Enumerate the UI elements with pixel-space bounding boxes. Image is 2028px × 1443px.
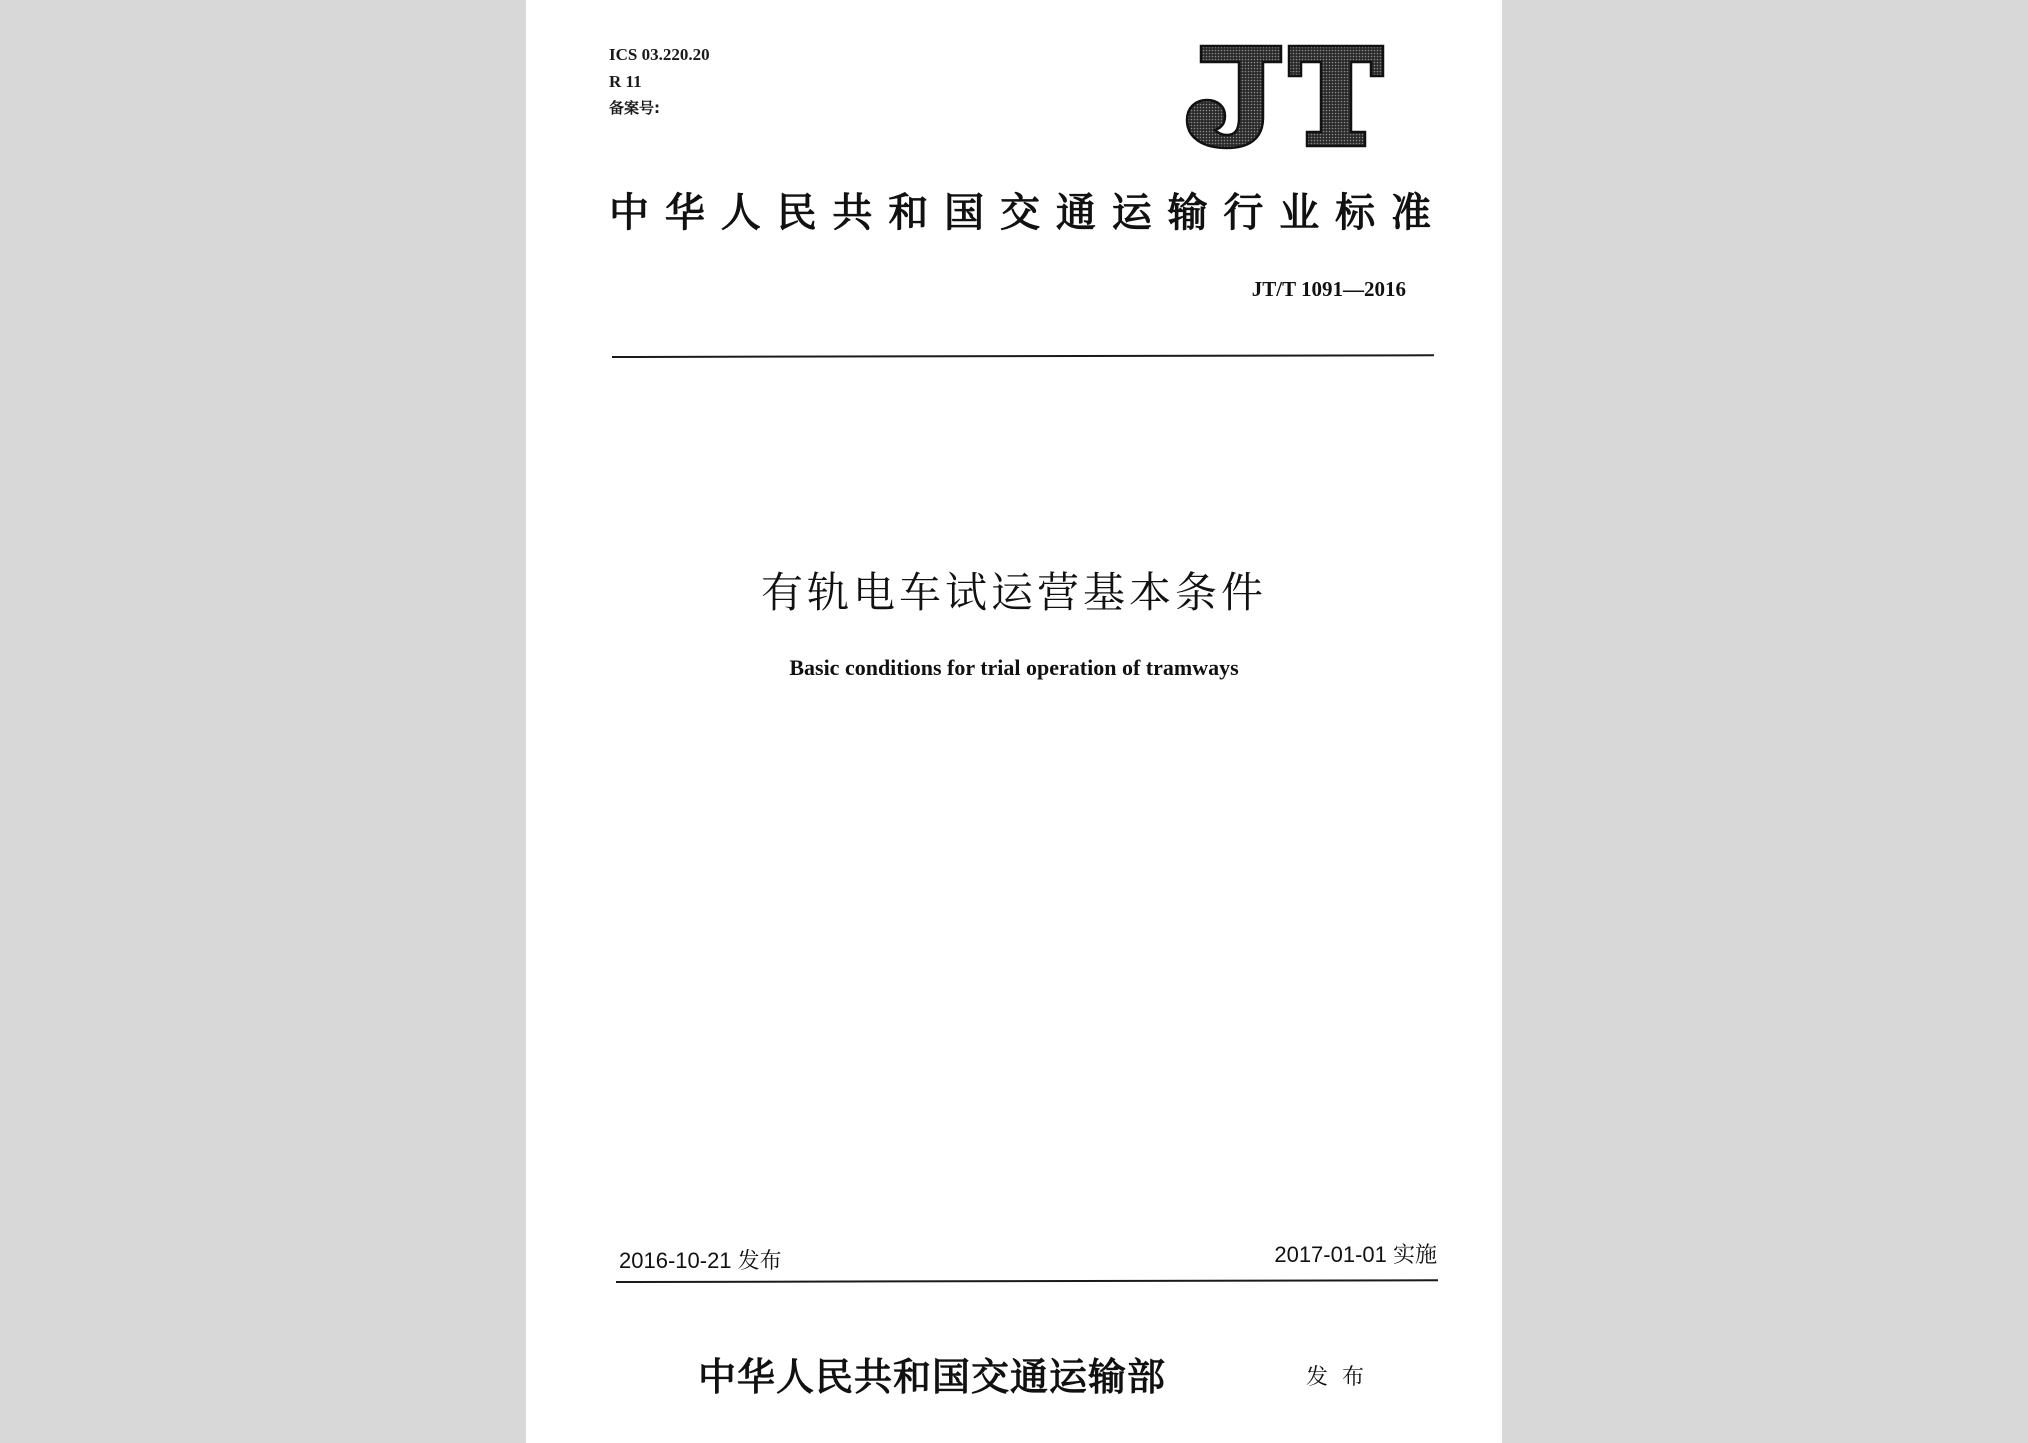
title-english: Basic conditions for trial operation of tramways — [789, 655, 1239, 680]
jt-logo — [1181, 40, 1386, 152]
issue-date: 2016-10-21 发布 — [619, 1248, 782, 1273]
issuing-authority-heading: 中华人民共和国交通运输行业标准 — [609, 189, 1431, 236]
document-page — [526, 0, 1502, 1443]
title-chinese: 有轨电车试运营基本条件 — [760, 568, 1267, 617]
bottom-divider — [616, 1279, 1438, 1283]
standard-number: JT/T 1091—2016 — [1251, 277, 1406, 301]
record-number-label: 备案号: — [609, 99, 660, 117]
top-divider — [612, 354, 1434, 358]
publisher-name: 中华人民共和国交通运输部 — [698, 1354, 1167, 1399]
classification-code: R 11 — [609, 72, 642, 91]
ics-code: ICS 03.220.20 — [609, 45, 710, 64]
publish-label: 发布 — [1306, 1365, 1379, 1390]
implementation-date: 2017-01-01 实施 — [1274, 1242, 1437, 1267]
